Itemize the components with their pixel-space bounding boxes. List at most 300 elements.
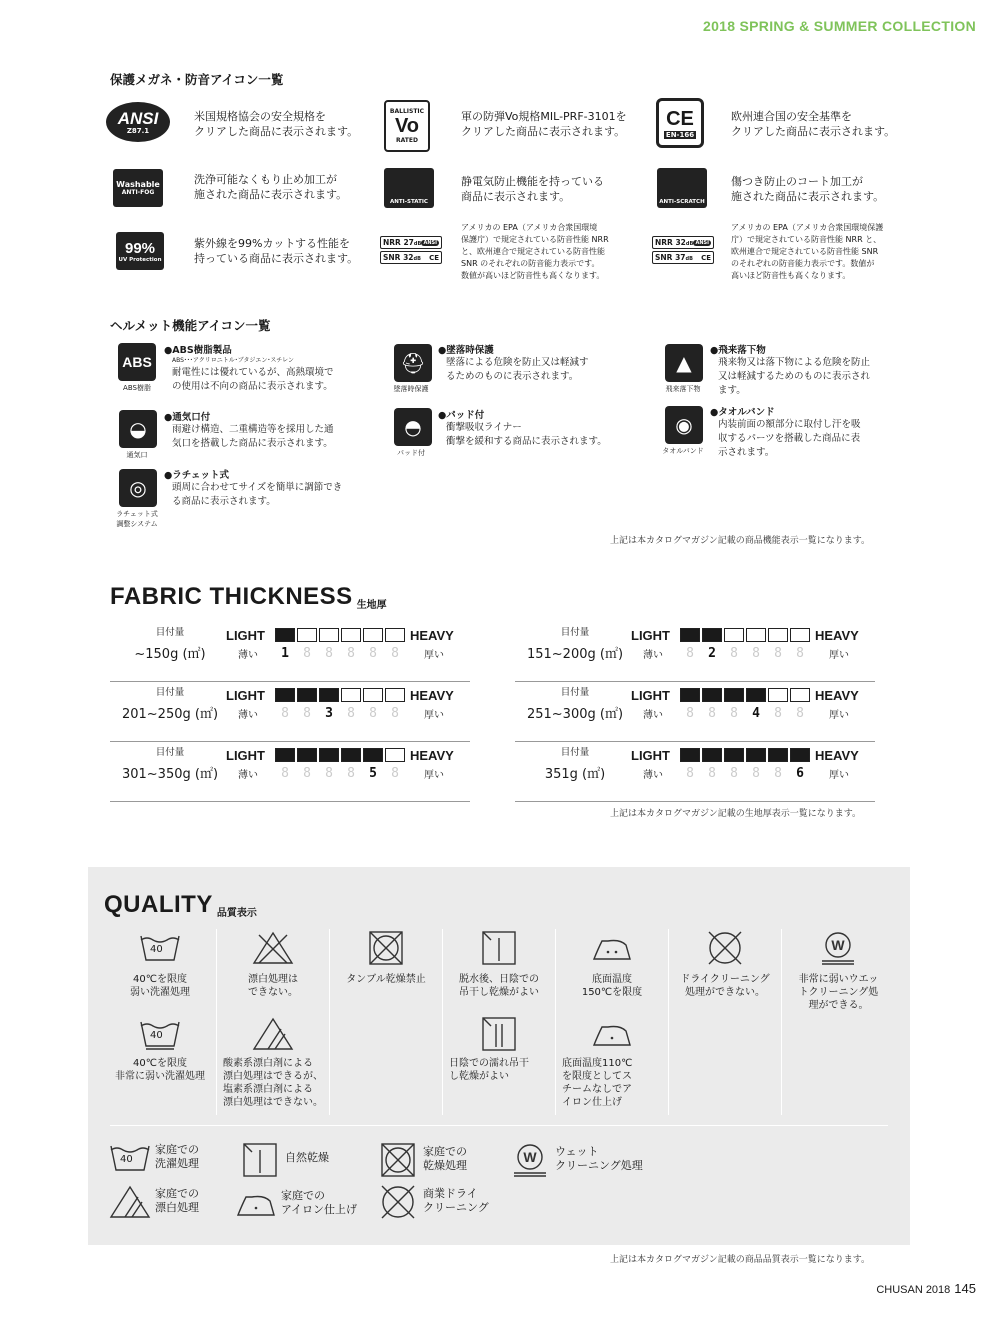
glasses-desc-line: クリアした商品に表示されます。 [731,125,896,138]
glasses-desc-line: 商品に表示されます。 [461,190,571,203]
thickness-cell [275,748,295,762]
ventilation-icon [119,410,157,448]
helmet-desc-line: 墜落による危険を防止又は軽減す [446,357,589,368]
thickness-digit: 8 [325,646,333,661]
thickness-digit: 8 [730,706,738,721]
quality-caption [223,1057,323,1109]
thickness-cell [768,628,788,642]
usui-label: 薄い [238,710,258,721]
light-label: LIGHT [226,628,265,643]
helmet-icon-caption: タオルバンド [662,447,704,455]
thickness-digit: 8 [774,766,782,781]
thickness-cell [702,748,722,762]
usui-label: 薄い [643,650,663,661]
thickness-cell [297,748,317,762]
ce-icon [656,98,704,148]
no-tumble-dry-icon [364,931,408,965]
quality-caption-line: 処理ができない。 [685,987,765,998]
thickness-cell [385,748,405,762]
thickness-cell [702,628,722,642]
ventilation-icon-glyph: ◒ [129,417,147,441]
thickness-digits [280,766,400,781]
thickness-digit: 8 [796,706,804,721]
thickness-digit: 8 [686,766,694,781]
thickness-cell [297,688,317,702]
light-label: LIGHT [226,688,265,703]
anti-static-text: ANTI-STATIC [390,199,428,205]
quality-caption-line: ドライクリーニング [680,974,770,985]
nrr-value [383,238,421,247]
quality-column [669,929,782,1115]
thickness-digit: 8 [369,706,377,721]
thickness-digit: 4 [752,706,760,721]
wash-temp: 40 [150,944,163,955]
glasses-desc-line: 欧州連合国の安全基準を [731,110,852,123]
quality-caption-line: 40℃を限度 [133,1058,187,1069]
fall-protection-icon-glyph: ⛑ [400,351,426,375]
helmet-item-text [710,404,861,460]
quality-column [443,929,556,1115]
heavy-label: HEAVY [410,748,454,763]
legend-label-line: 乾燥処理 [423,1159,467,1172]
helmet-item-desc [710,356,870,398]
helmet-section-title: ヘルメット機能アイコン一覧 [110,318,271,333]
legend-label-line: アイロン仕上げ [281,1203,358,1216]
glasses-desc-line: 米国規格協会の安全規格を [194,110,326,123]
quality-caption-line: 40℃を限度 [133,974,187,985]
quality-column [330,929,443,1115]
fabric-row [110,622,470,682]
helmet-icon-caption: ラチェット式 調整システム [116,510,158,528]
helmet-item-desc [710,418,861,460]
atsui-label: 厚い [424,770,444,781]
ce-mini-mark: CE [429,253,439,262]
usui-label: 薄い [643,770,663,781]
quality-caption-line: 非常に弱いウエッ [798,974,879,985]
thickness-digit: 8 [774,706,782,721]
thickness-cell [363,688,383,702]
fall-protection-icon [394,344,432,382]
helmet-desc-line: 気口を搭載した商品に表示されます。 [172,438,333,449]
quality-separator [110,1125,888,1126]
legend-label-line: クリーニング [423,1201,489,1214]
commercial-dry-clean-icon [376,1185,420,1219]
thickness-digit: 6 [796,766,804,781]
snr-row [652,251,714,264]
glasses-desc-line: 傷つき防止のコート加工が [731,175,863,188]
quality-column [217,929,330,1115]
line-dry-shade-icon [477,931,521,965]
nrr-desc-line: SNR のそれぞれの防音能力表示です。 [461,259,600,268]
helmet-icon-caption: ABS樹脂 [123,384,151,392]
ce-sub: EN-166 [665,131,695,139]
thickness-digit: 8 [391,706,399,721]
thickness-digit: 8 [391,646,399,661]
ballistic-icon [384,100,430,152]
abs-text: ABS [122,354,152,370]
helmet-item-desc [164,366,334,394]
helmet-desc-line: 衝撃を緩和する商品に表示されます。 [446,436,607,447]
uv-protection-icon [116,232,164,270]
thickness-cell [680,748,700,762]
thickness-digit: 8 [303,766,311,781]
legend-label [423,1187,489,1215]
heavy-label: HEAVY [815,748,859,763]
quality-column [556,929,669,1115]
snr-number: SNR 32 [383,253,414,262]
quality-caption-line: し乾燥がよい [449,1071,509,1082]
thickness-digit: 8 [686,706,694,721]
legend-label-line: 洗濯処理 [155,1157,199,1170]
usui-label: 薄い [643,710,663,721]
quality-caption-line: 漂白処理はできない。 [223,1097,323,1108]
svg-text:W: W [831,937,845,953]
quality-caption [449,1057,549,1083]
fabric-row-divider [515,801,875,802]
legend-label [423,1145,467,1173]
helmet-item-sub: ABS･･･アクリロニトル･ブタジエン･スチレン [172,357,294,364]
fabric-weight: 201~250g (㎡) [121,707,219,722]
thickness-meter [680,748,810,762]
nrr-snr-badge [380,236,442,266]
uv-protection-text: UV Protection [118,256,162,263]
thickness-digit: 8 [730,646,738,661]
quality-caption-line: 弱い洗濯処理 [130,987,190,998]
uv-99-text: 99% [124,239,156,257]
atsui-label: 厚い [424,650,444,661]
nrr-desc-line: アメリカの EPA（アメリカ合衆国環境 [461,223,598,232]
helmet-icon-caption: パッド付 [397,449,425,457]
helmet-item-desc [164,481,342,509]
glasses-desc [461,109,627,139]
helmet-item-text [164,409,334,451]
atsui-label: 厚い [829,650,849,661]
glasses-desc [461,174,604,204]
helmet-desc-line: 飛来物又は落下物による危険を防止 [718,357,871,368]
washable-text: Washable [116,180,160,189]
light-label: LIGHT [631,688,670,703]
thickness-digit: 8 [708,706,716,721]
thickness-digit: 8 [347,646,355,661]
thickness-digit: 2 [708,646,716,661]
ballistic-text: Vo [394,115,420,137]
falling-object-icon [665,344,703,382]
heavy-label: HEAVY [815,628,859,643]
helmet-item-desc [438,421,607,449]
page-number: 145 [954,1281,976,1296]
nrr-desc-line: 高いほど防音性も高くなります。 [731,271,851,280]
fabric-note: 上記は本カタログマガジン記載の生地厚表示一覧になります。 [610,809,862,819]
thickness-cell [319,628,339,642]
quality-caption [110,1057,210,1083]
legend-label-line: 家庭での [155,1187,199,1200]
nrr-snr-badge [652,236,714,266]
atsui-label: 厚い [829,770,849,781]
thickness-digit: 8 [774,646,782,661]
helmet-item-title: ●ラチェット式 [164,470,230,481]
wash-temp: 40 [150,1030,163,1041]
helmet-item-text [710,342,870,398]
thickness-cell [341,628,361,642]
nrr-desc [731,222,883,282]
thickness-digit: 8 [391,766,399,781]
ansi-icon [106,102,170,142]
glasses-desc [194,109,358,139]
oxygen-bleach-icon [251,1017,295,1051]
thickness-cell [790,688,810,702]
thickness-cell [746,748,766,762]
nrr-desc [461,222,609,282]
thickness-digits [685,766,805,781]
quality-caption-line: 非常に弱い洗濯処理 [115,1071,205,1082]
quality-caption-line: 底面温度110℃ [562,1058,633,1069]
quality-caption-line: イロン仕上げ [562,1097,622,1108]
snr-row [380,251,442,264]
thickness-digit: 3 [325,706,333,721]
thickness-digit: 8 [752,646,760,661]
glasses-desc-line: 持っている商品に表示されます。 [194,252,359,265]
quality-caption-line: 150℃を限度 [581,987,643,998]
quality-caption [562,1057,662,1109]
legend-label [285,1151,329,1165]
legend-label [555,1145,643,1173]
anti-scratch-icon [657,168,707,208]
thickness-cell [319,688,339,702]
fabric-header [110,583,387,611]
quality-caption [788,973,889,1012]
fabric-row [515,622,875,682]
legend-label-line: 家庭での [281,1189,325,1202]
thickness-digit: 8 [708,766,716,781]
quality-column [782,929,895,1115]
thickness-cell [746,688,766,702]
fabric-title: FABRIC THICKNESS [110,583,353,610]
fabric-row-divider [110,801,470,802]
ce-text: CE [666,108,694,130]
thickness-cell [790,748,810,762]
helmet-item-title: ●墜落時保護 [438,345,494,356]
helmet-item-text [164,342,334,394]
fabric-meyasu-label: 目付量 [560,747,590,758]
thickness-cell [680,628,700,642]
thickness-meter [275,628,405,642]
thickness-cell [319,748,339,762]
snr-number: SNR 37 [655,253,686,262]
fabric-weight: 351g (㎡) [544,767,606,782]
glasses-section-title: 保護メガネ・防音アイコン一覧 [110,72,284,87]
legend-label-line: 家庭での [155,1143,199,1156]
thickness-cell [363,748,383,762]
quality-caption-line: 漂白処理はできるが、 [223,1071,323,1082]
home-bleach-icon [108,1185,152,1219]
abs-icon [118,343,156,381]
quality-header [104,891,257,919]
wet-clean-legend-icon [508,1143,552,1177]
thickness-cell [297,628,317,642]
thickness-cell [680,688,700,702]
thickness-digits [280,706,400,721]
legend-label [281,1189,357,1217]
fabric-weight: 251~300g (㎡) [526,707,624,722]
helmet-item-text [438,407,607,449]
quality-caption-line: 理ができる。 [808,1000,869,1011]
wet-clean-icon [816,931,860,965]
atsui-label: 厚い [424,710,444,721]
thickness-meter [275,748,405,762]
fabric-row [515,682,875,742]
fabric-weight: 301~350g (㎡) [121,767,219,782]
helmet-item-title: ●飛来落下物 [710,345,766,356]
home-dry-icon [376,1143,420,1177]
heavy-label: HEAVY [410,628,454,643]
quality-title: QUALITY [104,891,213,918]
nrr-desc-line: 欧州連合で規定されている防音性能 SNR [731,247,879,256]
quality-caption-line: を限度としてス [562,1071,632,1082]
ratchet-icon-glyph: ◎ [129,476,147,500]
svg-text:W: W [523,1149,537,1165]
thickness-digit: 8 [281,706,289,721]
fabric-weight: 151~200g (㎡) [526,647,624,662]
thickness-digit: 8 [686,646,694,661]
thickness-cell [790,628,810,642]
fabric-row [110,742,470,802]
glasses-desc-line: 軍の防弾Vo規格MIL-PRF-3101を [461,110,627,123]
fabric-meyasu-label: 目付量 [560,627,590,638]
thickness-cell [385,688,405,702]
helmet-item-title: ●通気口付 [164,412,211,423]
towel-band-icon-glyph: ◉ [675,413,693,437]
quality-caption [562,973,662,999]
fabric-row [110,682,470,742]
thickness-digit: 8 [325,766,333,781]
thickness-digits [685,646,805,661]
glasses-desc-line: クリアした商品に表示されます。 [461,125,626,138]
legend-label [155,1143,199,1171]
pad-icon [394,408,432,446]
quality-caption-line: 底面温度 [592,974,632,985]
thickness-digit: 8 [369,646,377,661]
helmet-icon-caption: 通気口 [126,451,148,459]
thickness-cell [702,688,722,702]
helmet-desc-line: 内装前面の額部分に取付し汗を吸 [718,419,861,430]
glasses-desc [194,236,358,266]
db-unit: dB [413,256,421,262]
thickness-cell [724,628,744,642]
quality-caption-line: 塩素系漂白剤による [223,1084,313,1095]
fabric-meyasu-label: 目付量 [560,687,590,698]
thickness-digit: 5 [369,766,377,781]
legend-label-line: 自然乾燥 [285,1151,329,1164]
footer-brand: CHUSAN 2018 [876,1284,951,1296]
helmet-desc-line: るためのものに表示されます。 [446,371,579,382]
nrr-row [380,236,442,249]
thickness-digit: 8 [347,706,355,721]
nrr-desc-line: と、欧州連合で規定されている防音性能 [461,247,605,256]
helmet-desc-line: 頭周に合わせてサイズを簡単に調節でき [172,482,343,493]
iron-150-icon [590,931,634,965]
thickness-cell [341,688,361,702]
thickness-digit: 8 [752,766,760,781]
falling-object-icon-glyph: ▲ [676,351,692,375]
legend-label-line: ウェット [555,1145,599,1158]
nrr-desc-line: のそれぞれの防音能力表示です。数値が [731,259,875,268]
quality-caption-line: タンブル乾燥禁止 [346,974,426,985]
glasses-desc-line: 紫外線を99%カットする性能を [194,237,351,250]
helmet-desc-line: 衝撃吸収ライナー [446,422,522,433]
thickness-cell [363,628,383,642]
towel-band-icon [665,406,703,444]
nrr-desc-line: 数値が高いほど防音性も高くなります。 [461,271,605,280]
nrr-value [655,238,693,247]
pad-icon-glyph: ◓ [404,415,422,439]
usui-label: 薄い [238,650,258,661]
anti-fog-icon [113,169,163,207]
ballistic-sub: RATED [396,137,418,144]
helmet-icon-caption: 飛来落下物 [665,385,701,393]
heavy-label: HEAVY [410,688,454,703]
thickness-digit: 8 [303,646,311,661]
quality-note: 上記は本カタログマガジン記載の商品品質表示一覧になります。 [610,1255,871,1265]
thickness-digit: 8 [347,766,355,781]
thickness-cell [746,628,766,642]
thickness-digits [685,706,805,721]
quality-caption-line: 酸素系漂白剤による [223,1058,313,1069]
thickness-digits [280,646,400,661]
anti-scratch-text: ANTI-SCRATCH [659,199,705,205]
helmet-item-text [438,342,589,384]
fabric-row [515,742,875,802]
anti-static-icon [384,168,434,208]
helmet-item-title: ●パッド付 [438,410,485,421]
glasses-desc-line: 洗浄可能なくもり止め加工が [194,173,337,186]
helmet-desc-line: る商品に表示されます。 [172,496,276,507]
thickness-cell [724,748,744,762]
glasses-desc-line: 施された商品に表示されます。 [731,190,885,203]
nrr-desc-line: アメリカの EPA（アメリカ合衆国環境保護 [731,223,884,232]
thickness-digit: 8 [796,646,804,661]
helmet-desc-line: 示されます。 [718,447,775,458]
heavy-label: HEAVY [815,688,859,703]
thickness-digit: 8 [730,766,738,781]
thickness-meter [275,688,405,702]
quality-panel [88,867,910,1245]
helmet-desc-line: 収するパーツを搭載した商品に表 [718,433,861,444]
legend-label-line: 家庭での [423,1145,467,1158]
snr-value [655,253,693,262]
snr-value [383,253,421,262]
quality-caption-line: できない。 [248,987,298,998]
anti-fog-text: ANTI-FOG [121,189,155,196]
thickness-cell [275,688,295,702]
helmet-desc-line: ます。 [718,385,746,396]
thickness-cell [341,748,361,762]
fabric-meyasu-label: 目付量 [155,687,185,698]
quality-subtitle: 品質表示 [216,908,257,919]
home-iron-icon [234,1187,278,1221]
glasses-desc-line: クリアした商品に表示されます。 [194,125,359,138]
legend-label-line: 商業ドライ [423,1187,478,1200]
thickness-meter [680,628,810,642]
legend-label-line: クリーニング処理 [555,1159,643,1172]
glasses-desc [731,174,884,204]
helmet-item-title: ●ABS樹脂製品 [164,345,232,356]
quality-caption-line: 漂白処理は [248,974,298,985]
page-footer [876,1281,976,1296]
helmet-item-desc [164,423,334,451]
db-unit: dB [685,241,694,247]
nrr-desc-line: 保護庁）で規定されている防音性能 NRR [461,235,609,244]
nrr-number: NRR 27 [383,238,414,247]
